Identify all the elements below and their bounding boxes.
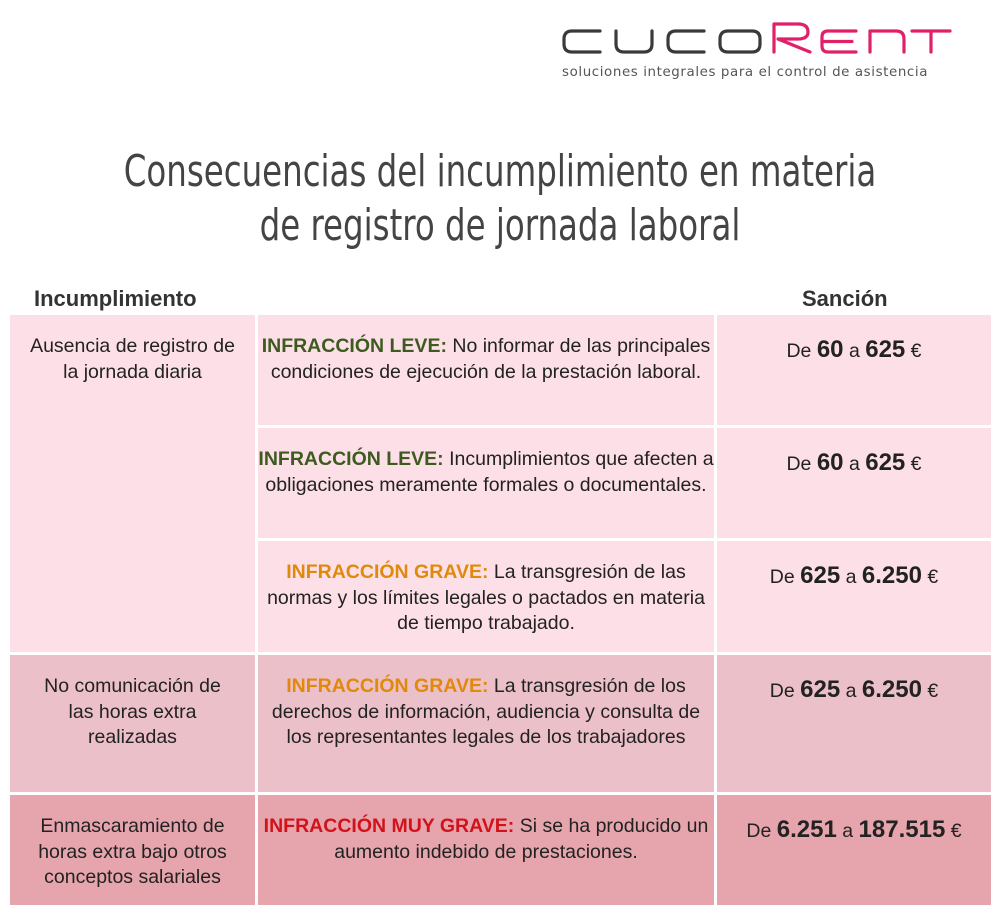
infraccion-label: INFRACCIÓN GRAVE: — [286, 561, 489, 583]
infraccion-cell — [258, 428, 714, 538]
infraccion-text: No informar de las principales condiciones de ejecución de la prestación laboral. — [270, 335, 711, 383]
header-incumplimiento: Incumplimiento — [34, 286, 197, 311]
infraccion-label: INFRACCIÓN LEVE: — [261, 335, 447, 357]
infraccion-text: La transgresión de los derechos de información, audiencia y consulta de los representantes legales de los trabajadores — [271, 675, 701, 748]
incumplimiento-text: Ausencia de registro de la jornada diaria — [30, 335, 235, 383]
incumplimiento-cell — [10, 315, 255, 652]
incumplimiento-text: Enmascaramiento de horas extra bajo otros conceptos salariales — [38, 815, 227, 888]
cucorent-logo — [560, 22, 952, 80]
incumplimiento-cell — [10, 795, 255, 905]
table-group-ausencia-registro — [10, 315, 991, 652]
sancion-a: a — [836, 820, 859, 842]
sancion-cell — [717, 541, 991, 652]
infraccion-text: Si se ha producido un aumento indebido de prestaciones. — [334, 815, 709, 863]
sancion-de: De — [786, 453, 817, 475]
sancion-max: 187.515 — [858, 816, 946, 843]
sancion-max: 6.250 — [861, 676, 922, 703]
sancion-max: 625 — [865, 336, 906, 363]
sancion-a: a — [840, 680, 862, 702]
sancion-min: 60 — [816, 449, 844, 476]
sancion-de: De — [769, 566, 801, 588]
page-title-line-1: Consecuencias del incumplimiento en materia — [123, 146, 877, 197]
infraccion-cell — [258, 541, 714, 652]
sancion-a: a — [843, 340, 866, 362]
sancion-de: De — [769, 680, 801, 702]
sancion-min: 6.251 — [776, 816, 837, 843]
sancion-cell — [717, 428, 991, 538]
header-sancion: Sanción — [802, 286, 888, 311]
sancion-max: 6.250 — [861, 562, 922, 589]
incumplimiento-cell — [10, 655, 255, 792]
sancion-a: a — [840, 566, 862, 588]
page-title-line-2: de registro de jornada laboral — [259, 200, 741, 251]
sancion-cell — [717, 655, 991, 792]
sancion-currency: € — [921, 566, 939, 588]
sancion-de: De — [786, 340, 817, 362]
table-group-enmascaramiento — [10, 795, 991, 905]
sancion-currency: € — [905, 340, 922, 362]
sancion-currency: € — [921, 680, 939, 702]
infraccion-label: INFRACCIÓN LEVE: — [258, 448, 444, 470]
infraccion-cell — [258, 795, 714, 905]
sancion-currency: € — [905, 453, 922, 475]
infraccion-cell — [258, 655, 714, 792]
sancion-min: 625 — [800, 676, 841, 703]
incumplimiento-text: No comunicación de las horas extra realizadas — [44, 675, 221, 748]
sancion-max: 625 — [865, 449, 906, 476]
logo-tagline: soluciones integrales para el control de asistencia — [562, 65, 929, 80]
sancion-cell — [717, 795, 991, 905]
infraccion-label: INFRACCIÓN MUY GRAVE: — [263, 815, 515, 837]
infraccion-label: INFRACCIÓN GRAVE: — [286, 675, 489, 697]
sancion-min: 625 — [800, 562, 841, 589]
sancion-cell — [717, 315, 991, 425]
sancion-a: a — [843, 453, 866, 475]
infraccion-text: La transgresión de las normas y los límites legales o pactados en materia de tiempo trabajado. — [267, 561, 705, 634]
sancion-currency: € — [945, 820, 962, 842]
infraccion-cell — [258, 315, 714, 425]
page-title — [90, 145, 910, 253]
sancion-de: De — [746, 820, 777, 842]
cucorent-wordmark — [560, 22, 952, 62]
sancion-min: 60 — [816, 336, 844, 363]
infraccion-text: Incumplimientos que afecten a obligaciones meramente formales o documentales. — [265, 448, 714, 496]
table-group-horas-extra — [10, 655, 991, 792]
